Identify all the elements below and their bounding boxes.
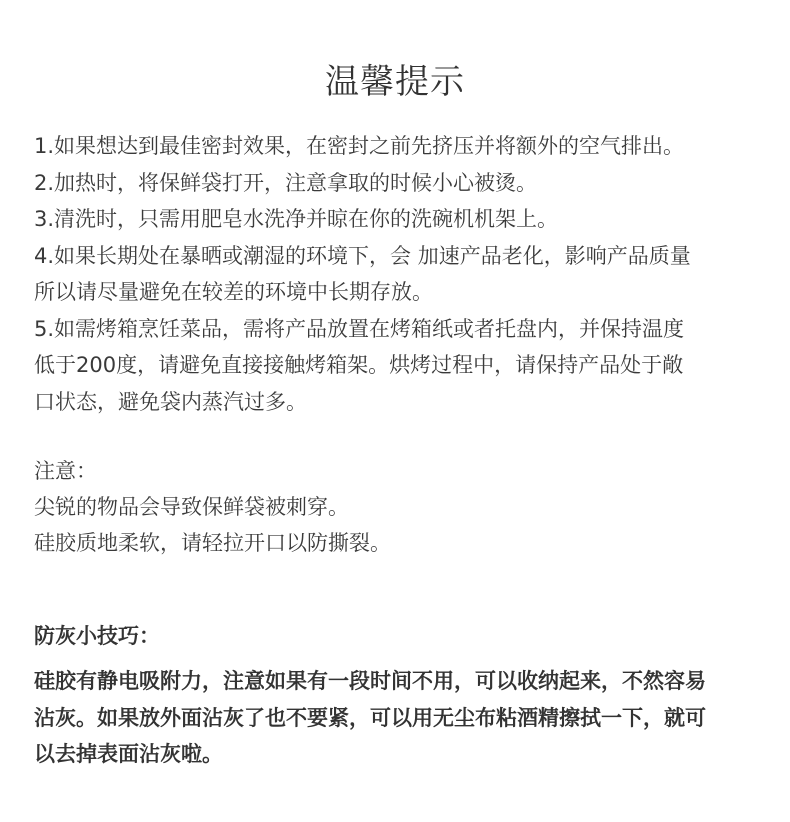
tip-line: 4.如果长期处在暴晒或潮湿的环境下，会 加速产品老化，影响产品质量 (34, 243, 691, 268)
note-item: 硅胶质地柔软，请轻拉开口以防撕裂。 (34, 531, 391, 555)
tip-line: 5.如需烤箱烹饪菜品，需将产品放置在烤箱纸或者托盘内，并保持温度 (34, 316, 685, 341)
notes-label: 注意： (34, 459, 97, 483)
tip-line: 2.加热时，将保鲜袋打开，注意拿取的时候小心被烫。 (34, 170, 538, 195)
dust-tip-line: 硅胶有静电吸附力，注意如果有一段时间不用，可以收纳起来，不然容易 (34, 669, 706, 693)
dust-tips-heading: 防灰小技巧： (34, 624, 160, 648)
tip-line: 1.如果想达到最佳密封效果，在密封之前先挤压并将额外的空气排出。 (34, 134, 685, 158)
notes-section (34, 453, 764, 561)
page-title: 温馨提示 (325, 61, 465, 102)
tip-line: 低于200度，请避免直接接触烤箱架。烘烤过程中，请保持产品处于敞 (34, 353, 684, 377)
dust-tip-line: 沾灰。如果放外面沾灰了也不要紧，可以用无尘布粘酒精擦拭一下，就可 (34, 705, 706, 730)
tip-line: 所以请尽量避免在较差的环境中长期存放。 (34, 280, 433, 304)
dust-tips-body (34, 663, 764, 773)
note-item: 尖锐的物品会导致保鲜袋被刺穿。 (34, 495, 349, 519)
dust-tip-line: 以去掉表面沾灰啦。 (34, 742, 223, 766)
tips-list (34, 128, 764, 420)
tip-line: 口状态，避免袋内蒸汽过多。 (34, 389, 307, 414)
tip-line: 3.清洗时，只需用肥皂水洗净并晾在你的洗碗机机架上。 (34, 207, 559, 231)
